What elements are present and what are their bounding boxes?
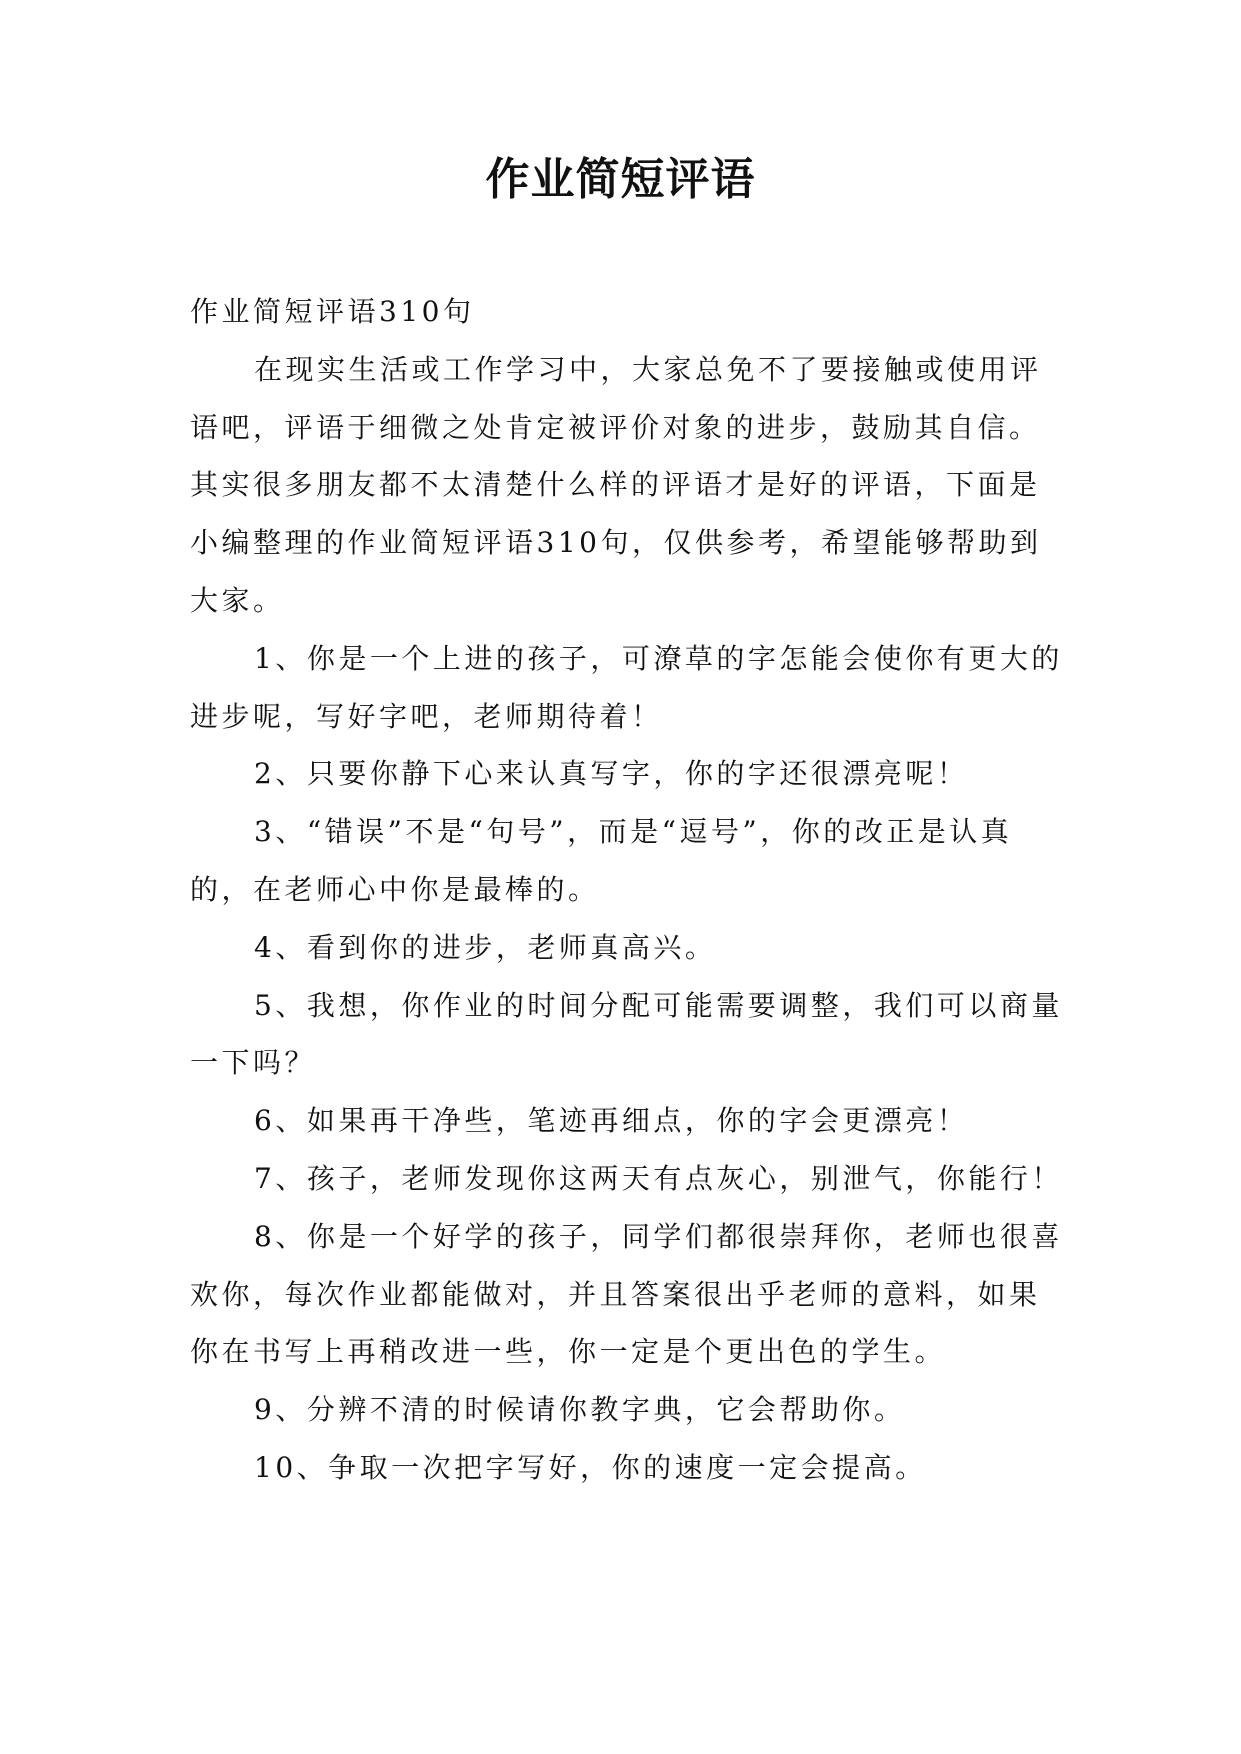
document-body bbox=[190, 283, 1070, 1497]
comment-item-1: 1、你是一个上进的孩子，可潦草的字怎能会使你有更大的进步呢，写好字吧，老师期待着！ bbox=[190, 641, 1063, 733]
comment-item-4: 4、看到你的进步，老师真高兴。 bbox=[254, 930, 717, 964]
comment-item-7: 7、孩子，老师发现你这两天有点灰心，别泄气，你能行！ bbox=[254, 1161, 1063, 1195]
comment-item-5: 5、我想，你作业的时间分配可能需要调整，我们可以商量一下吗？ bbox=[190, 988, 1063, 1080]
comment-item-6: 6、如果再干净些，笔迹再细点，你的字会更漂亮！ bbox=[254, 1104, 969, 1138]
document-subtitle: 作业简短评语310句 bbox=[190, 295, 475, 328]
comment-item-8: 8、你是一个好学的孩子，同学们都很崇拜你，老师也很喜欢你，每次作业都能做对，并且答案很出乎老师的意料，如果你在书写上再稍改进一些，你一定是个更出色的学生。 bbox=[190, 1219, 1063, 1369]
intro-paragraph: 在现实生活或工作学习中，大家总免不了要接触或使用评语吧，评语于细微之处肯定被评价对象的进步，鼓励其自信。其实很多朋友都不太清楚什么样的评语才是好的评语，下面是小编整理的作业简短评语310句，仅供参考，希望能够帮助到大家。 bbox=[190, 352, 1042, 617]
comment-item-10: 10、争取一次把字写好，你的速度一定会提高。 bbox=[254, 1450, 927, 1484]
comment-item-9: 9、分辨不清的时候请你教字典，它会帮助你。 bbox=[254, 1393, 906, 1427]
comment-item-2: 2、只要你静下心来认真写字，你的字还很漂亮呢！ bbox=[254, 757, 969, 791]
comment-item-3: 3、“错误”不是“句号”，而是“逗号”，你的改正是认真的，在老师心中你是最棒的。 bbox=[190, 815, 1013, 906]
document-title: 作业简短评语 bbox=[485, 154, 756, 205]
